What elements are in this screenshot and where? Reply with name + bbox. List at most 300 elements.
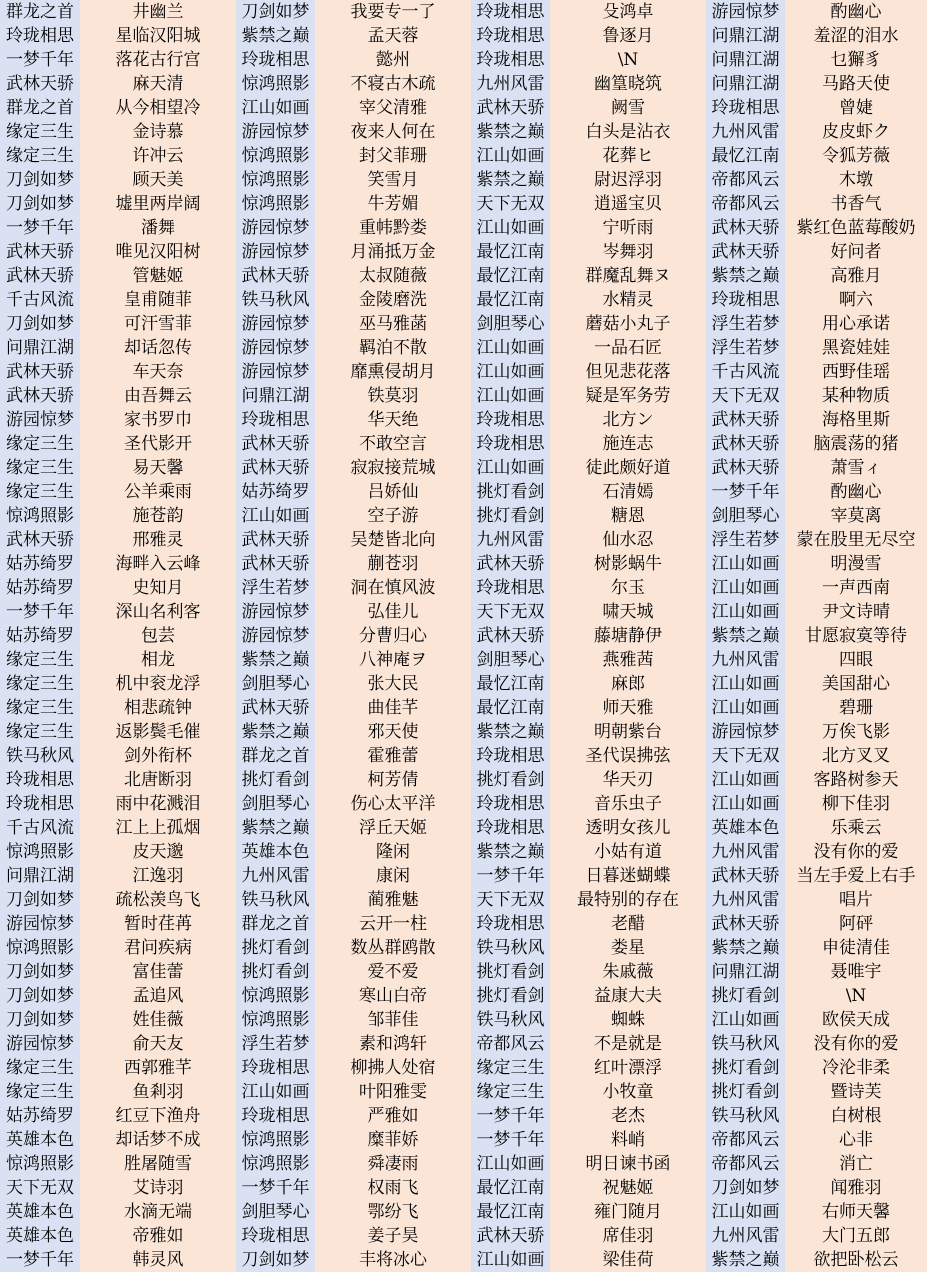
server-cell: 紫禁之巅	[236, 648, 315, 672]
player-name-cell: 唱片	[785, 888, 927, 912]
player-name-cell: 羞涩的泪水	[785, 24, 927, 48]
player-name-cell: 万俟飞影	[785, 720, 927, 744]
server-cell: 玲珑相思	[471, 912, 550, 936]
server-cell: 最忆江南	[471, 696, 550, 720]
player-name-cell: 没有你的爱	[785, 1032, 927, 1056]
player-name-cell: 从今相望冷	[80, 96, 236, 120]
player-name-cell: 易天馨	[80, 456, 236, 480]
player-name-cell: 殳鸿卓	[550, 0, 706, 24]
server-cell: 紫禁之巅	[706, 1248, 785, 1272]
server-cell: 武林天骄	[706, 240, 785, 264]
player-name-cell: 月涌抵万金	[315, 240, 471, 264]
player-name-cell: 当左手爱上右手	[785, 864, 927, 888]
player-name-cell: 施苍韵	[80, 504, 236, 528]
player-name-cell: 益康大夫	[550, 984, 706, 1008]
player-name-cell: 老杰	[550, 1104, 706, 1128]
player-name-cell: 但见悲花落	[550, 360, 706, 384]
player-name-cell: 胜屠随雪	[80, 1152, 236, 1176]
player-name-cell: 祝魅姬	[550, 1176, 706, 1200]
server-cell: 铁马秋风	[471, 936, 550, 960]
server-cell: 缘定三生	[0, 432, 80, 456]
player-name-cell: 柳下佳羽	[785, 792, 927, 816]
server-cell: 九州风雷	[706, 840, 785, 864]
server-cell: 剑胆琴心	[236, 672, 315, 696]
server-cell: 九州风雷	[706, 120, 785, 144]
server-cell: 铁马秋风	[0, 744, 80, 768]
server-cell: 缘定三生	[0, 672, 80, 696]
server-cell: 惊鸿照影	[0, 840, 80, 864]
server-cell: 玲珑相思	[0, 24, 80, 48]
server-cell: 问鼎江湖	[0, 336, 80, 360]
player-name-cell: 蘑菇小丸子	[550, 312, 706, 336]
server-cell: 玲珑相思	[236, 48, 315, 72]
server-cell: 玲珑相思	[236, 408, 315, 432]
server-cell: 紫禁之巅	[236, 720, 315, 744]
server-cell: 天下无双	[0, 1176, 80, 1200]
server-cell: 问鼎江湖	[706, 24, 785, 48]
server-cell: 帝都风云	[706, 1128, 785, 1152]
player-name-cell: 心非	[785, 1128, 927, 1152]
server-cell: 挑灯看剑	[471, 480, 550, 504]
player-name-cell: 尹文诗晴	[785, 600, 927, 624]
player-name-cell: 隆闲	[315, 840, 471, 864]
server-cell: 游园惊梦	[706, 720, 785, 744]
player-name-cell: 美国甜心	[785, 672, 927, 696]
player-name-cell: 云开一柱	[315, 912, 471, 936]
player-name-cell: 笑雪月	[315, 168, 471, 192]
player-name-cell: 返影鬓毛催	[80, 720, 236, 744]
player-name-cell: 令狐芳薇	[785, 144, 927, 168]
player-name-cell: 浮丘天姬	[315, 816, 471, 840]
server-cell: 刀剑如梦	[0, 312, 80, 336]
server-cell: 江山如画	[706, 672, 785, 696]
server-cell: 江山如画	[471, 216, 550, 240]
server-cell: 挑灯看剑	[236, 768, 315, 792]
player-name-cell: 黑瓷娃娃	[785, 336, 927, 360]
server-cell: 紫禁之巅	[236, 816, 315, 840]
server-cell: 刀剑如梦	[236, 0, 315, 24]
server-cell: 紫禁之巅	[471, 840, 550, 864]
player-name-cell: 一品石匠	[550, 336, 706, 360]
player-name-cell: 脑震荡的猪	[785, 432, 927, 456]
server-cell: 江山如画	[236, 504, 315, 528]
player-name-cell: 藤塘静伊	[550, 624, 706, 648]
player-name-cell: 牛芳媚	[315, 192, 471, 216]
player-name-cell: 书香气	[785, 192, 927, 216]
player-name-cell: 聂唯宇	[785, 960, 927, 984]
server-cell: 九州风雷	[471, 72, 550, 96]
server-cell: 游园惊梦	[0, 912, 80, 936]
server-cell: 武林天骄	[471, 1224, 550, 1248]
server-cell: 江山如画	[471, 336, 550, 360]
player-name-cell: 康闲	[315, 864, 471, 888]
server-cell: 帝都风云	[706, 168, 785, 192]
server-cell: 缘定三生	[0, 480, 80, 504]
server-cell: 玲珑相思	[471, 432, 550, 456]
server-cell: 刀剑如梦	[706, 1176, 785, 1200]
server-cell: 九州风雷	[706, 1224, 785, 1248]
server-cell: 天下无双	[471, 600, 550, 624]
player-name-cell: 糖恩	[550, 504, 706, 528]
player-name-cell: 海格里斯	[785, 408, 927, 432]
server-cell: 姑苏绮罗	[0, 1104, 80, 1128]
server-cell: 天下无双	[471, 192, 550, 216]
server-cell: 浮生若梦	[706, 312, 785, 336]
player-name-cell: 却话梦不成	[80, 1128, 236, 1152]
server-cell: 剑胆琴心	[471, 648, 550, 672]
server-cell: 铁马秋风	[236, 888, 315, 912]
player-name-cell: 艾诗羽	[80, 1176, 236, 1200]
server-cell: 游园惊梦	[236, 624, 315, 648]
server-cell: 惊鸿照影	[236, 72, 315, 96]
server-cell: 惊鸿照影	[0, 1152, 80, 1176]
server-cell: 天下无双	[706, 384, 785, 408]
player-name-cell: 疏松羡鸟飞	[80, 888, 236, 912]
server-cell: 江山如画	[706, 1008, 785, 1032]
server-cell: 游园惊梦	[236, 240, 315, 264]
server-cell: 玲珑相思	[471, 0, 550, 24]
server-cell: 问鼎江湖	[236, 384, 315, 408]
player-name-cell: 白树根	[785, 1104, 927, 1128]
server-cell: 游园惊梦	[0, 1032, 80, 1056]
server-cell: 玲珑相思	[471, 48, 550, 72]
server-cell: 浮生若梦	[706, 336, 785, 360]
server-cell: 问鼎江湖	[706, 48, 785, 72]
player-name-cell: 潘舞	[80, 216, 236, 240]
server-cell: 武林天骄	[236, 264, 315, 288]
player-name-cell: 可汗雪菲	[80, 312, 236, 336]
server-cell: 刀剑如梦	[0, 888, 80, 912]
player-name-cell: 金诗慕	[80, 120, 236, 144]
server-cell: 九州风雷	[706, 648, 785, 672]
server-cell: 缘定三生	[471, 1080, 550, 1104]
server-cell: 一梦千年	[706, 480, 785, 504]
player-name-cell: 树影蜗牛	[550, 552, 706, 576]
server-cell: 千古风流	[0, 816, 80, 840]
server-cell: 九州风雷	[236, 864, 315, 888]
player-name-cell: 音乐虫子	[550, 792, 706, 816]
player-name-cell: 宰莫离	[785, 504, 927, 528]
player-name-cell: 木墩	[785, 168, 927, 192]
server-cell: 武林天骄	[471, 552, 550, 576]
player-name-cell: 不寝古木疏	[315, 72, 471, 96]
player-name-cell: 蒯苍羽	[315, 552, 471, 576]
server-cell: 浮生若梦	[236, 1032, 315, 1056]
player-name-cell: 日暮迷蝴蝶	[550, 864, 706, 888]
player-name-cell: 空子游	[315, 504, 471, 528]
player-name-cell: 乜獬豸	[785, 48, 927, 72]
player-name-cell: 伤心太平洋	[315, 792, 471, 816]
player-name-cell: 明朝紫台	[550, 720, 706, 744]
server-cell: 群龙之首	[236, 744, 315, 768]
server-cell: 刀剑如梦	[0, 168, 80, 192]
server-cell: 剑胆琴心	[706, 504, 785, 528]
player-name-cell: 水精灵	[550, 288, 706, 312]
player-name-cell: 君问疾病	[80, 936, 236, 960]
server-cell: 九州风雷	[706, 888, 785, 912]
player-name-cell: 紫红色蓝莓酸奶	[785, 216, 927, 240]
server-cell: 玲珑相思	[471, 816, 550, 840]
player-name-cell: 机中衮龙浮	[80, 672, 236, 696]
server-cell: 江山如画	[706, 1200, 785, 1224]
player-name-cell: 糜菲娇	[315, 1128, 471, 1152]
player-name-cell: 帝雅如	[80, 1224, 236, 1248]
server-cell: 英雄本色	[706, 816, 785, 840]
player-name-cell: 好问者	[785, 240, 927, 264]
server-cell: 挑灯看剑	[471, 960, 550, 984]
player-name-cell: 仙水忍	[550, 528, 706, 552]
player-name-cell: 曲佳芊	[315, 696, 471, 720]
player-name-cell: 寒山白帝	[315, 984, 471, 1008]
server-cell: 武林天骄	[0, 360, 80, 384]
player-name-cell: 不敢空言	[315, 432, 471, 456]
player-name-cell: 西野佳瑶	[785, 360, 927, 384]
server-cell: 铁马秋风	[706, 1032, 785, 1056]
player-name-cell: 素和鸿轩	[315, 1032, 471, 1056]
server-cell: 武林天骄	[706, 432, 785, 456]
server-cell: 缘定三生	[471, 1056, 550, 1080]
server-cell: 武林天骄	[236, 528, 315, 552]
server-cell: 问鼎江湖	[706, 72, 785, 96]
server-cell: 江山如画	[236, 1080, 315, 1104]
player-name-cell: 我要专一了	[315, 0, 471, 24]
player-name-cell: 老醋	[550, 912, 706, 936]
server-cell: 最忆江南	[471, 288, 550, 312]
server-cell: 最忆江南	[471, 1176, 550, 1200]
server-cell: 游园惊梦	[236, 336, 315, 360]
server-cell: 英雄本色	[0, 1200, 80, 1224]
player-name-cell: 相龙	[80, 648, 236, 672]
player-name-cell: 华天绝	[315, 408, 471, 432]
server-cell: 江山如画	[706, 600, 785, 624]
player-name-cell: 重帏黔娄	[315, 216, 471, 240]
player-name-cell: 懿州	[315, 48, 471, 72]
server-cell: 惊鸿照影	[236, 1128, 315, 1152]
server-cell: 一梦千年	[236, 1176, 315, 1200]
player-name-cell: 俞天友	[80, 1032, 236, 1056]
player-name-cell: 柯芳倩	[315, 768, 471, 792]
server-cell: 剑胆琴心	[236, 1200, 315, 1224]
player-name-cell: 封父菲珊	[315, 144, 471, 168]
player-name-cell: 铁莫羽	[315, 384, 471, 408]
server-cell: 惊鸿照影	[236, 192, 315, 216]
player-name-cell: 史知月	[80, 576, 236, 600]
player-name-cell: 明漫雪	[785, 552, 927, 576]
player-name-cell: 甘愿寂寞等待	[785, 624, 927, 648]
server-cell: 缘定三生	[0, 648, 80, 672]
player-name-cell: 酌幽心	[785, 480, 927, 504]
player-name-cell: 四眼	[785, 648, 927, 672]
server-cell: 武林天骄	[471, 624, 550, 648]
server-cell: 惊鸿照影	[236, 1152, 315, 1176]
player-name-cell: 江上上孤烟	[80, 816, 236, 840]
server-cell: 挑灯看剑	[706, 1056, 785, 1080]
server-cell: 铁马秋风	[706, 1104, 785, 1128]
player-name-cell: 邹菲佳	[315, 1008, 471, 1032]
server-cell: 挑灯看剑	[706, 1080, 785, 1104]
player-name-cell: 红叶漂浮	[550, 1056, 706, 1080]
server-cell: 玲珑相思	[706, 288, 785, 312]
server-cell: 一梦千年	[0, 1248, 80, 1272]
player-name-cell: 分曹归心	[315, 624, 471, 648]
server-cell: 武林天骄	[471, 96, 550, 120]
player-name-cell: 洞在慎风波	[315, 576, 471, 600]
server-cell: 最忆江南	[471, 1200, 550, 1224]
server-cell: 最忆江南	[471, 264, 550, 288]
server-cell: 武林天骄	[706, 408, 785, 432]
server-cell: 最忆江南	[471, 672, 550, 696]
server-cell: 挑灯看剑	[236, 936, 315, 960]
server-cell: 缘定三生	[0, 720, 80, 744]
player-name-cell: 顾天美	[80, 168, 236, 192]
server-cell: 剑胆琴心	[471, 312, 550, 336]
server-cell: 紫禁之巅	[236, 24, 315, 48]
player-name-cell: 马路天使	[785, 72, 927, 96]
player-name-cell: 逍遥宝贝	[550, 192, 706, 216]
player-name-cell: 柳拂人处宿	[315, 1056, 471, 1080]
server-cell: 武林天骄	[236, 696, 315, 720]
server-cell: 天下无双	[471, 888, 550, 912]
server-cell: 游园惊梦	[236, 360, 315, 384]
server-cell: 武林天骄	[0, 384, 80, 408]
server-cell: 一梦千年	[471, 1128, 550, 1152]
player-name-cell: 麻天清	[80, 72, 236, 96]
player-name-cell: 鱼剎羽	[80, 1080, 236, 1104]
player-name-cell: 席佳羽	[550, 1224, 706, 1248]
player-name-cell: 寂寂接荒城	[315, 456, 471, 480]
server-cell: 惊鸿照影	[236, 144, 315, 168]
server-cell: 惊鸿照影	[0, 936, 80, 960]
player-name-cell: 最特别的存在	[550, 888, 706, 912]
player-name-cell: \N	[785, 984, 927, 1008]
server-cell: 问鼎江湖	[706, 960, 785, 984]
player-name-cell: 雨中花溅泪	[80, 792, 236, 816]
server-cell: 剑胆琴心	[236, 792, 315, 816]
player-name-cell: 包芸	[80, 624, 236, 648]
player-name-cell: 蜘蛛	[550, 1008, 706, 1032]
player-name-cell: 北方ン	[550, 408, 706, 432]
player-name-cell: 管魅姬	[80, 264, 236, 288]
server-cell: 武林天骄	[706, 864, 785, 888]
server-cell: 铁马秋风	[471, 1008, 550, 1032]
server-cell: 群龙之首	[0, 0, 80, 24]
player-name-cell: 太叔随薇	[315, 264, 471, 288]
server-cell: 江山如画	[706, 576, 785, 600]
server-cell: 刀剑如梦	[236, 1248, 315, 1272]
server-cell: 玲珑相思	[236, 1224, 315, 1248]
player-name-cell: 乐乘云	[785, 816, 927, 840]
player-name-cell: 邢雅灵	[80, 528, 236, 552]
player-name-cell: 暂时荏苒	[80, 912, 236, 936]
server-cell: 一梦千年	[0, 216, 80, 240]
player-name-cell: 吴楚皆北向	[315, 528, 471, 552]
server-cell: 武林天骄	[706, 912, 785, 936]
server-cell: 帝都风云	[706, 192, 785, 216]
server-cell: 刀剑如梦	[0, 984, 80, 1008]
server-cell: 玲珑相思	[0, 768, 80, 792]
player-name-cell: 幽篁晓筑	[550, 72, 706, 96]
player-name-cell: 水滴无端	[80, 1200, 236, 1224]
server-cell: 江山如画	[236, 96, 315, 120]
server-cell: 缘定三生	[0, 1080, 80, 1104]
player-name-cell: 冷沦非柔	[785, 1056, 927, 1080]
player-name-cell: 红豆下渔舟	[80, 1104, 236, 1128]
player-name-cell: 鲁逐月	[550, 24, 706, 48]
player-name-cell: 爱不爱	[315, 960, 471, 984]
player-name-cell: 施连志	[550, 432, 706, 456]
player-name-cell: 料峭	[550, 1128, 706, 1152]
player-name-cell: 梁佳荷	[550, 1248, 706, 1272]
server-cell: 群龙之首	[0, 96, 80, 120]
player-name-cell: 相悲疏钟	[80, 696, 236, 720]
server-cell: 紫禁之巅	[471, 168, 550, 192]
player-name-cell: 皇甫随菲	[80, 288, 236, 312]
player-name-cell: 富佳蕾	[80, 960, 236, 984]
server-cell: 英雄本色	[0, 1224, 80, 1248]
player-name-cell: 许冲云	[80, 144, 236, 168]
player-name-cell: 大门五郎	[785, 1224, 927, 1248]
server-cell: 缘定三生	[0, 120, 80, 144]
server-cell: 挑灯看剑	[471, 768, 550, 792]
server-cell: 紫禁之巅	[706, 264, 785, 288]
player-name-cell: 墟里两岸阔	[80, 192, 236, 216]
player-name-cell: 曾婕	[785, 96, 927, 120]
player-name-cell: 由吾舞云	[80, 384, 236, 408]
server-cell: 玲珑相思	[471, 24, 550, 48]
player-name-cell: 花葬ヒ	[550, 144, 706, 168]
player-name-cell: 邪天使	[315, 720, 471, 744]
server-cell: 九州风雷	[471, 528, 550, 552]
server-cell: 惊鸿照影	[236, 984, 315, 1008]
player-name-cell: 疑是军务劳	[550, 384, 706, 408]
player-name-cell: 巫马雅菡	[315, 312, 471, 336]
player-name-cell: 申徒清佳	[785, 936, 927, 960]
server-cell: 玲珑相思	[236, 1104, 315, 1128]
server-cell: 挑灯看剑	[706, 984, 785, 1008]
player-name-cell: 张大民	[315, 672, 471, 696]
server-cell: 江山如画	[471, 360, 550, 384]
player-name-cell: 燕雅茜	[550, 648, 706, 672]
server-cell: 江山如画	[706, 552, 785, 576]
server-cell: 千古风流	[706, 360, 785, 384]
player-name-cell: 岑舞羽	[550, 240, 706, 264]
player-name-cell: 孟追风	[80, 984, 236, 1008]
player-name-cell: 华天刃	[550, 768, 706, 792]
player-name-cell: 徒此颇好道	[550, 456, 706, 480]
player-name-cell: 星临汉阳城	[80, 24, 236, 48]
server-cell: 玲珑相思	[471, 408, 550, 432]
player-name-cell: 圣代误拂弦	[550, 744, 706, 768]
player-name-cell: 明日谏书函	[550, 1152, 706, 1176]
server-cell: 姑苏绮罗	[236, 480, 315, 504]
server-cell: 最忆江南	[471, 240, 550, 264]
server-cell: 惊鸿照影	[236, 168, 315, 192]
player-name-cell: 尔玉	[550, 576, 706, 600]
server-cell: 江山如画	[471, 144, 550, 168]
player-name-cell: 姓佳薇	[80, 1008, 236, 1032]
server-cell: 紫禁之巅	[706, 624, 785, 648]
server-cell: 武林天骄	[706, 456, 785, 480]
player-name-cell: 没有你的爱	[785, 840, 927, 864]
player-name-cell: 客路树参天	[785, 768, 927, 792]
server-cell: 江山如画	[471, 1152, 550, 1176]
player-name-cell: 公羊乘雨	[80, 480, 236, 504]
server-cell: 惊鸿照影	[236, 1008, 315, 1032]
server-cell: 姑苏绮罗	[0, 576, 80, 600]
server-cell: 紫禁之巅	[471, 720, 550, 744]
player-name-cell: 酌幽心	[785, 0, 927, 24]
player-name-cell: 阙雪	[550, 96, 706, 120]
